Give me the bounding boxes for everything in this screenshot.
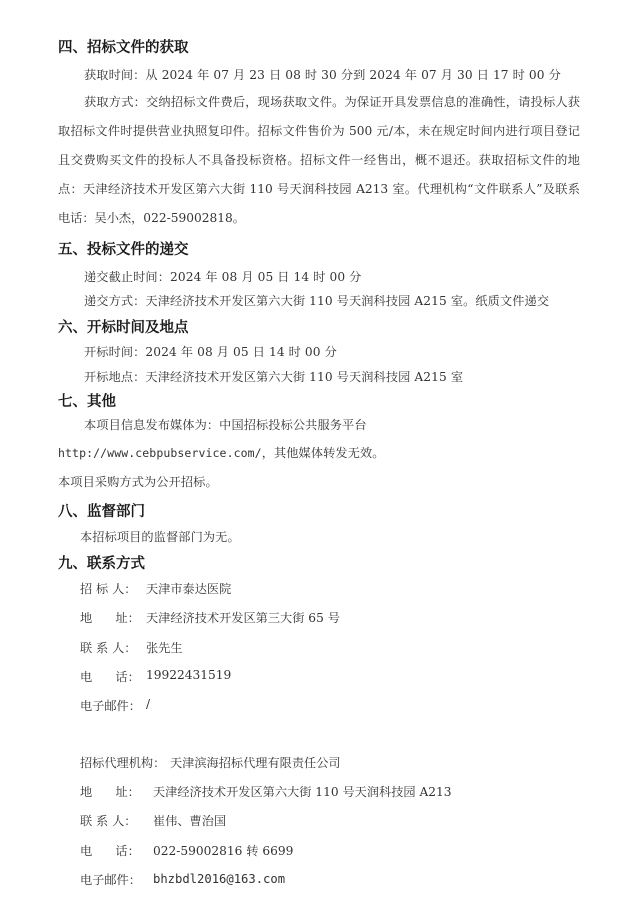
tenderer-phone: 19922431519	[146, 668, 232, 682]
supervision-text: 本招标项目的监督部门为无。	[80, 530, 240, 544]
acquire-method-paragraph: 获取方式：交纳招标文件费后，现场获取文件。为保证开具发票信息的准确性，请投标人获取招标文件时提供营业执照复印件。招标文件售价为 500 元/本，未在规定时间内进行项目登记且交费购买文件的投标人不具备投标资格。招标文件一经售出，概不退还。获取招标文件的地点：天津经济技术开发区第六大街 110 号天润科技园 A213 室。代理机构“文件联系人”及联系电话：吴小杰，022-59002818。	[58, 95, 580, 225]
media-url-suffix: ，其他媒体转发无效。	[261, 446, 385, 460]
tenderer-name-label: 招 标 人：	[80, 582, 137, 596]
agency-contact: 崔伟、曹治国	[153, 814, 227, 828]
submit-method: 递交方式：天津经济技术开发区第六大街 110 号天润科技园 A215 室。纸质文件递交	[84, 294, 550, 308]
tenderer-email: /	[146, 697, 151, 711]
opening-place: 开标地点：天津经济技术开发区第六大街 110 号天润科技园 A215 室	[84, 370, 464, 384]
agency-email: bhzbdl2016@163.com	[153, 872, 286, 886]
submit-deadline: 递交截止时间：2024 年 08 月 05 日 14 时 00 分	[84, 270, 362, 284]
agency-contact-label: 联 系 人：	[80, 814, 137, 828]
tenderer-address-label: 地 址：	[80, 611, 140, 625]
agency-name-label: 招标代理机构：	[80, 756, 166, 770]
section-8-heading: 八、监督部门	[58, 504, 145, 520]
section-5-heading: 五、投标文件的递交	[58, 242, 189, 258]
agency-name: 天津滨海招标代理有限责任公司	[170, 756, 341, 770]
acquire-time: 获取时间：从 2024 年 07 月 23 日 08 时 30 分到 2024 年 07 月 30 日 17 时 00 分	[84, 68, 561, 82]
media-url: http://www.cebpubservice.com/	[58, 446, 262, 460]
section-7-heading: 七、其他	[58, 394, 116, 410]
tenderer-email-label: 电子邮件：	[80, 699, 141, 713]
agency-address: 天津经济技术开发区第六大街 110 号天润科技园 A213	[153, 785, 452, 799]
tenderer-address: 天津经济技术开发区第三大街 65 号	[146, 611, 340, 625]
section-9-heading: 九、联系方式	[58, 556, 145, 572]
section-6-heading: 六、开标时间及地点	[58, 320, 189, 336]
tenderer-phone-label: 电 话：	[80, 670, 140, 684]
agency-phone-label: 电 话：	[80, 844, 140, 858]
agency-address-label: 地 址：	[80, 785, 140, 799]
tenderer-contact: 张先生	[146, 641, 183, 655]
tenderer-name: 天津市泰达医院	[146, 582, 232, 596]
tenderer-contact-label: 联 系 人：	[80, 641, 137, 655]
opening-time: 开标时间：2024 年 08 月 05 日 14 时 00 分	[84, 345, 337, 359]
agency-phone: 022-59002816 转 6699	[153, 844, 294, 858]
section-4-heading: 四、招标文件的获取	[58, 40, 189, 56]
media-statement: 本项目信息发布媒体为：中国招标投标公共服务平台	[84, 418, 367, 432]
agency-email-label: 电子邮件：	[80, 873, 141, 887]
media-url-line	[58, 444, 385, 461]
procurement-method: 本项目采购方式为公开招标。	[58, 475, 218, 489]
